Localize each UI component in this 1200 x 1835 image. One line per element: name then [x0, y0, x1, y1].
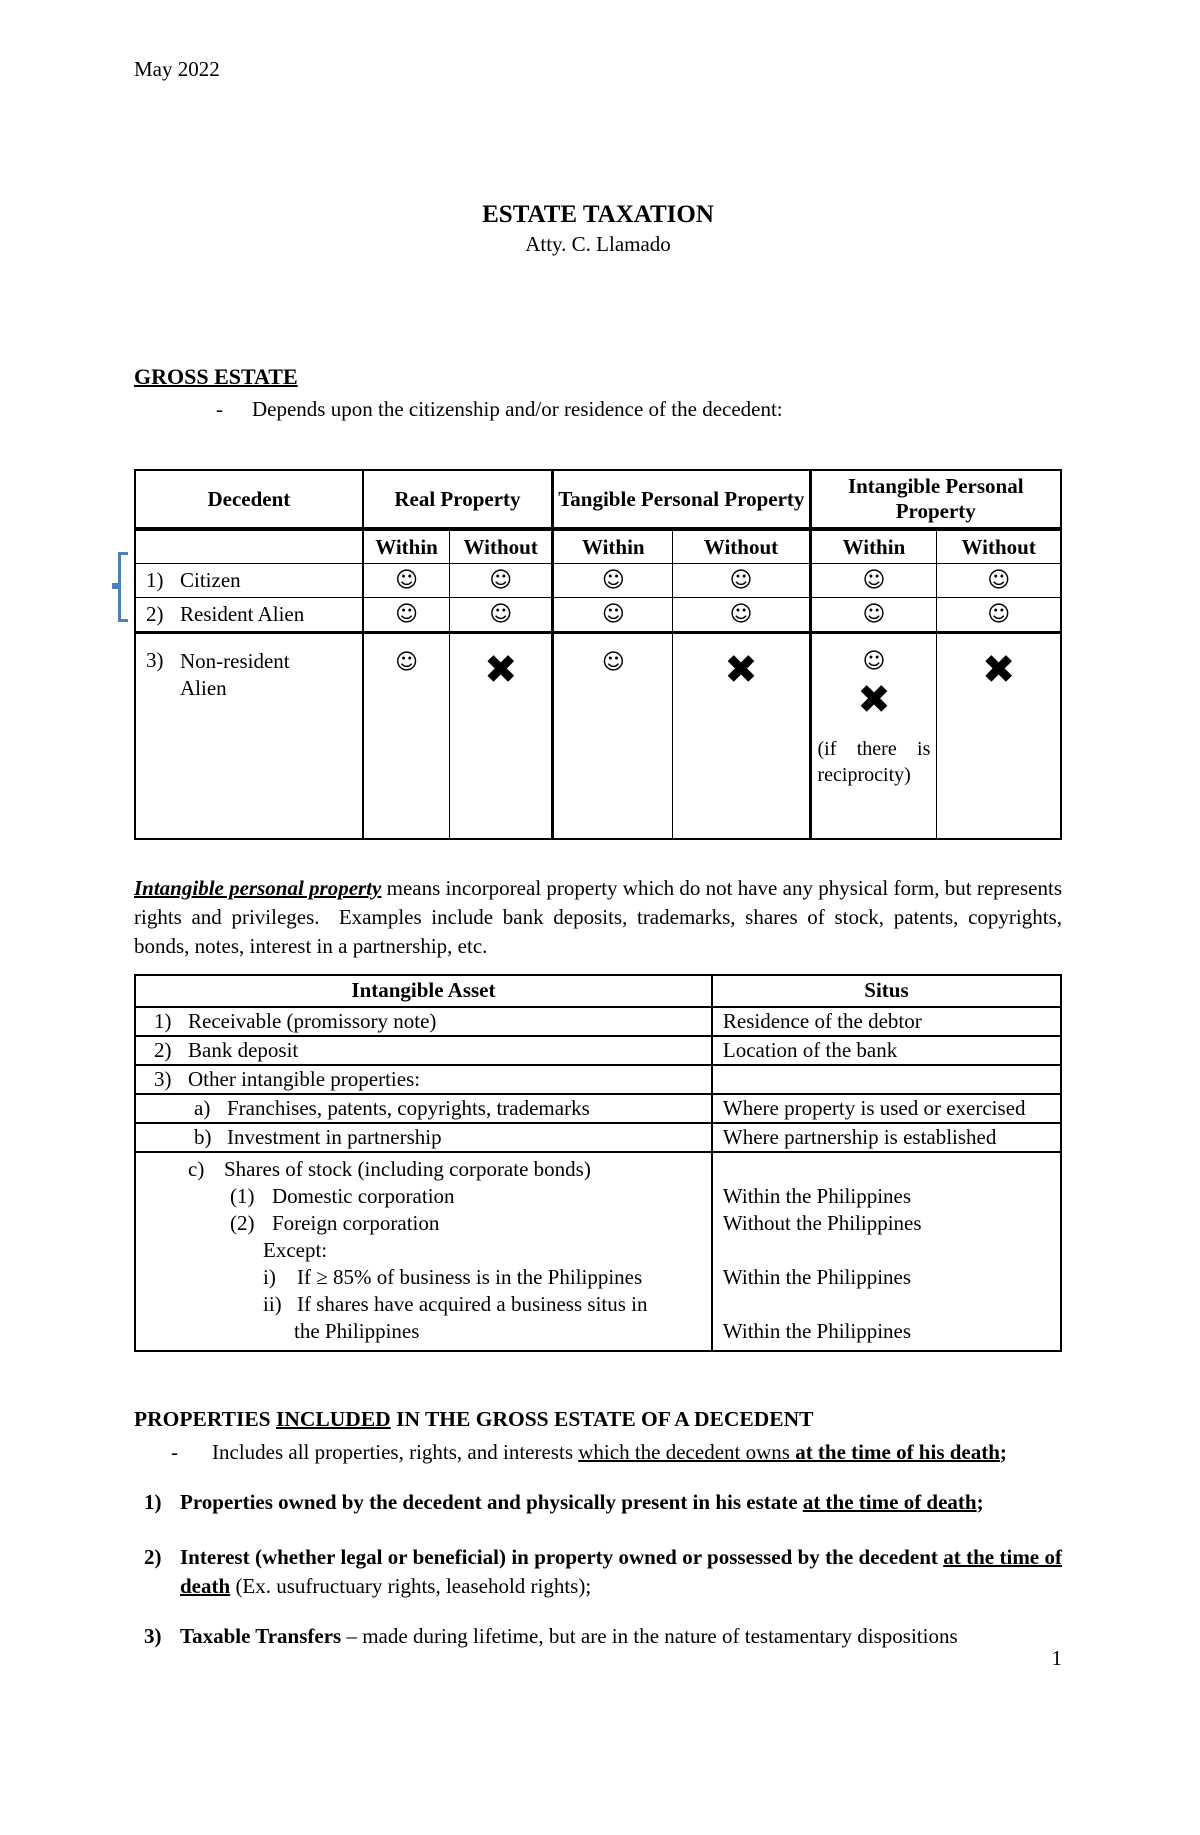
table-subheader-row — [135, 529, 1061, 564]
situs-line — [713, 1156, 1060, 1183]
numbered-item-2 — [134, 1543, 1062, 1601]
definition-text: means incorporeal property which do not have any physical form, but represents rights and privileges. Examples include bank deposits, trademarks, shares of stock, patents, copyrights, bonds, notes, interest in a partnership, etc. — [134, 876, 1062, 958]
intangible-situs-table — [134, 974, 1062, 1352]
smiley-icon: ☺ — [601, 568, 625, 593]
asset-cell — [135, 1065, 712, 1094]
situs-cell: Where partnership is established — [712, 1123, 1061, 1152]
situs-table-header — [135, 975, 1061, 1007]
cell-real-without — [450, 598, 553, 633]
x-mark-icon: ✖ — [724, 647, 758, 693]
asset-text: Franchises, patents, copyrights, trademarks — [227, 1096, 590, 1120]
asset-text: the Philippines — [294, 1319, 420, 1343]
smiley-icon: ☺ — [862, 649, 886, 674]
subheader-without: Without — [937, 529, 1061, 564]
smiley-icon: ☺ — [862, 568, 886, 593]
item-text: Taxable Transfers – made during lifetime, but are in the nature of testamentary dispositions — [180, 1624, 958, 1648]
situs-line — [713, 1237, 1060, 1264]
cell-real-without — [450, 564, 553, 598]
header-intangible-asset: Intangible Asset — [135, 975, 712, 1007]
smiley-icon: ☺ — [395, 568, 419, 593]
cell-tangible-without — [673, 633, 810, 840]
gross-estate-bullet — [134, 395, 1062, 423]
bullet-dash: - — [171, 1440, 178, 1464]
margin-bracket — [118, 552, 128, 622]
page-number: 1 — [1051, 1646, 1062, 1670]
situs-row — [135, 1036, 1061, 1065]
cell-tangible-without — [673, 598, 810, 633]
asset-text: If shares have acquired a business situs in — [297, 1292, 648, 1316]
document-title: ESTATE TAXATION — [482, 201, 714, 228]
asset-text: Receivable (promissory note) — [188, 1009, 437, 1033]
situs-cell: Location of the bank — [712, 1036, 1061, 1065]
row-number: 1) — [146, 568, 164, 592]
situs-line — [713, 1291, 1060, 1318]
subheader-within: Within — [810, 529, 937, 564]
smiley-icon: ☺ — [395, 650, 419, 675]
asset-cell-shares — [135, 1152, 712, 1351]
title-block — [134, 201, 1062, 257]
numbered-item-1 — [134, 1488, 1062, 1517]
subheader-within: Within — [553, 529, 673, 564]
x-mark-icon: ✖ — [483, 647, 518, 693]
x-mark-icon: ✖ — [981, 647, 1016, 693]
reciprocity-note: (if there is reciprocity) — [817, 738, 931, 786]
item-number: a) — [194, 1096, 211, 1120]
item-text: Properties owned by the decedent and physically present in his estate at the time of death; — [180, 1490, 984, 1514]
properties-included-heading: PROPERTIES INCLUDED IN THE GROSS ESTATE OF A DECEDENT — [134, 1407, 814, 1431]
row-label — [135, 633, 363, 840]
item-number: b) — [194, 1125, 212, 1149]
situs-cell: Where property is used or exercised — [712, 1094, 1061, 1123]
asset-text: If ≥ 85% of business is in the Philippines — [297, 1265, 643, 1289]
numbered-item-3 — [134, 1622, 1062, 1651]
row-number: 3) — [146, 648, 164, 672]
situs-line: Within the Philippines — [722, 1184, 912, 1208]
row-label — [135, 564, 363, 598]
gross-estate-heading: GROSS ESTATE — [134, 364, 298, 389]
bullet-dash: - — [216, 397, 223, 421]
item-number: (2) — [230, 1211, 255, 1235]
except-label: Except: — [263, 1238, 328, 1262]
definition-lead: Intangible personal property — [134, 876, 382, 900]
item-number: 2) — [154, 1038, 172, 1062]
item-number: 1) — [144, 1490, 162, 1514]
smiley-icon: ☺ — [489, 602, 513, 627]
smiley-icon: ☺ — [601, 602, 625, 627]
asset-text: Shares of stock (including corporate bonds) — [224, 1157, 591, 1181]
document-author: Atty. C. Llamado — [525, 232, 671, 256]
situs-row — [135, 1094, 1061, 1123]
cell-real-without — [450, 633, 553, 840]
item-number: ii) — [263, 1292, 282, 1316]
asset-text: Domestic corporation — [272, 1184, 455, 1208]
situs-line: Within the Philippines — [722, 1319, 912, 1343]
decedent-situs-table — [134, 469, 1062, 840]
situs-row-shares — [135, 1152, 1061, 1351]
item-number: i) — [263, 1265, 276, 1289]
cell-intangible-within — [810, 564, 937, 598]
subheader-without: Without — [673, 529, 810, 564]
intangible-definition-paragraph — [134, 874, 1062, 961]
smiley-icon: ☺ — [987, 602, 1011, 627]
situs-row — [135, 1065, 1061, 1094]
cell-intangible-without — [937, 598, 1061, 633]
decedent-table-wrapper — [134, 469, 1062, 840]
bullet-text: Depends upon the citizenship and/or residence of the decedent: — [252, 397, 783, 421]
item-number: c) — [188, 1157, 205, 1181]
row-label-text: Citizen — [180, 568, 241, 592]
item-number: 3) — [154, 1067, 172, 1091]
x-mark-icon: ✖ — [857, 677, 891, 723]
header-intangible-property: Intangible Personal Property — [810, 470, 1061, 529]
situs-cell-shares — [712, 1152, 1061, 1351]
smiley-icon: ☺ — [395, 602, 419, 627]
cell-tangible-without — [673, 564, 810, 598]
cell-intangible-without — [937, 564, 1061, 598]
subheader-empty — [135, 529, 363, 564]
situs-cell: Residence of the debtor — [712, 1007, 1061, 1036]
header-decedent: Decedent — [135, 470, 363, 529]
situs-cell — [712, 1065, 1061, 1094]
item-number: 1) — [154, 1009, 172, 1033]
asset-cell — [135, 1094, 712, 1123]
asset-text: Other intangible properties: — [188, 1067, 421, 1091]
bullet-text: Includes all properties, rights, and interests which the decedent owns at the time of his death; — [212, 1440, 1007, 1464]
smiley-icon: ☺ — [987, 568, 1011, 593]
smiley-icon: ☺ — [729, 602, 753, 627]
table-row-citizen — [135, 564, 1061, 598]
asset-cell — [135, 1007, 712, 1036]
document-date: May 2022 — [134, 57, 220, 81]
smiley-icon: ☺ — [862, 602, 886, 627]
table-header-row — [135, 470, 1061, 529]
subheader-within: Within — [363, 529, 450, 564]
cell-tangible-within — [553, 633, 673, 840]
situs-line: Within the Philippines — [722, 1265, 912, 1289]
asset-cell — [135, 1036, 712, 1065]
subheader-without: Without — [450, 529, 553, 564]
situs-line: Without the Philippines — [722, 1211, 922, 1235]
smiley-icon: ☺ — [489, 568, 513, 593]
item-text: Interest (whether legal or beneficial) in property owned or possessed by the decedent at the time of death (Ex. usufructuary rights, leasehold rights); — [180, 1545, 1063, 1598]
table-row-nonresident-alien — [135, 633, 1061, 840]
situs-row — [135, 1007, 1061, 1036]
smiley-icon: ☺ — [601, 650, 625, 675]
cell-tangible-within — [553, 564, 673, 598]
item-number: 2) — [144, 1545, 162, 1569]
asset-text: Bank deposit — [188, 1038, 299, 1062]
item-number: (1) — [230, 1184, 255, 1208]
situs-row — [135, 1123, 1061, 1152]
row-label-text: Resident Alien — [180, 602, 305, 626]
row-label-text: Non-resident Alien — [180, 649, 290, 700]
cell-real-within — [363, 633, 450, 840]
header-real-property: Real Property — [363, 470, 553, 529]
properties-included-bullet — [134, 1438, 1062, 1467]
smiley-icon: ☺ — [729, 568, 753, 593]
cell-real-within — [363, 564, 450, 598]
header-situs: Situs — [712, 975, 1061, 1007]
asset-text: Foreign corporation — [272, 1211, 440, 1235]
asset-text: Investment in partnership — [227, 1125, 442, 1149]
cell-intangible-within — [810, 598, 937, 633]
row-label — [135, 598, 363, 633]
table-row-resident-alien — [135, 598, 1061, 633]
item-number: 3) — [144, 1624, 162, 1648]
header-tangible-property: Tangible Personal Property — [553, 470, 810, 529]
cell-real-within — [363, 598, 450, 633]
row-number: 2) — [146, 602, 164, 626]
cell-tangible-within — [553, 598, 673, 633]
page-content — [134, 0, 1062, 1651]
cell-intangible-within — [810, 633, 937, 840]
cell-intangible-without — [937, 633, 1061, 840]
asset-cell — [135, 1123, 712, 1152]
